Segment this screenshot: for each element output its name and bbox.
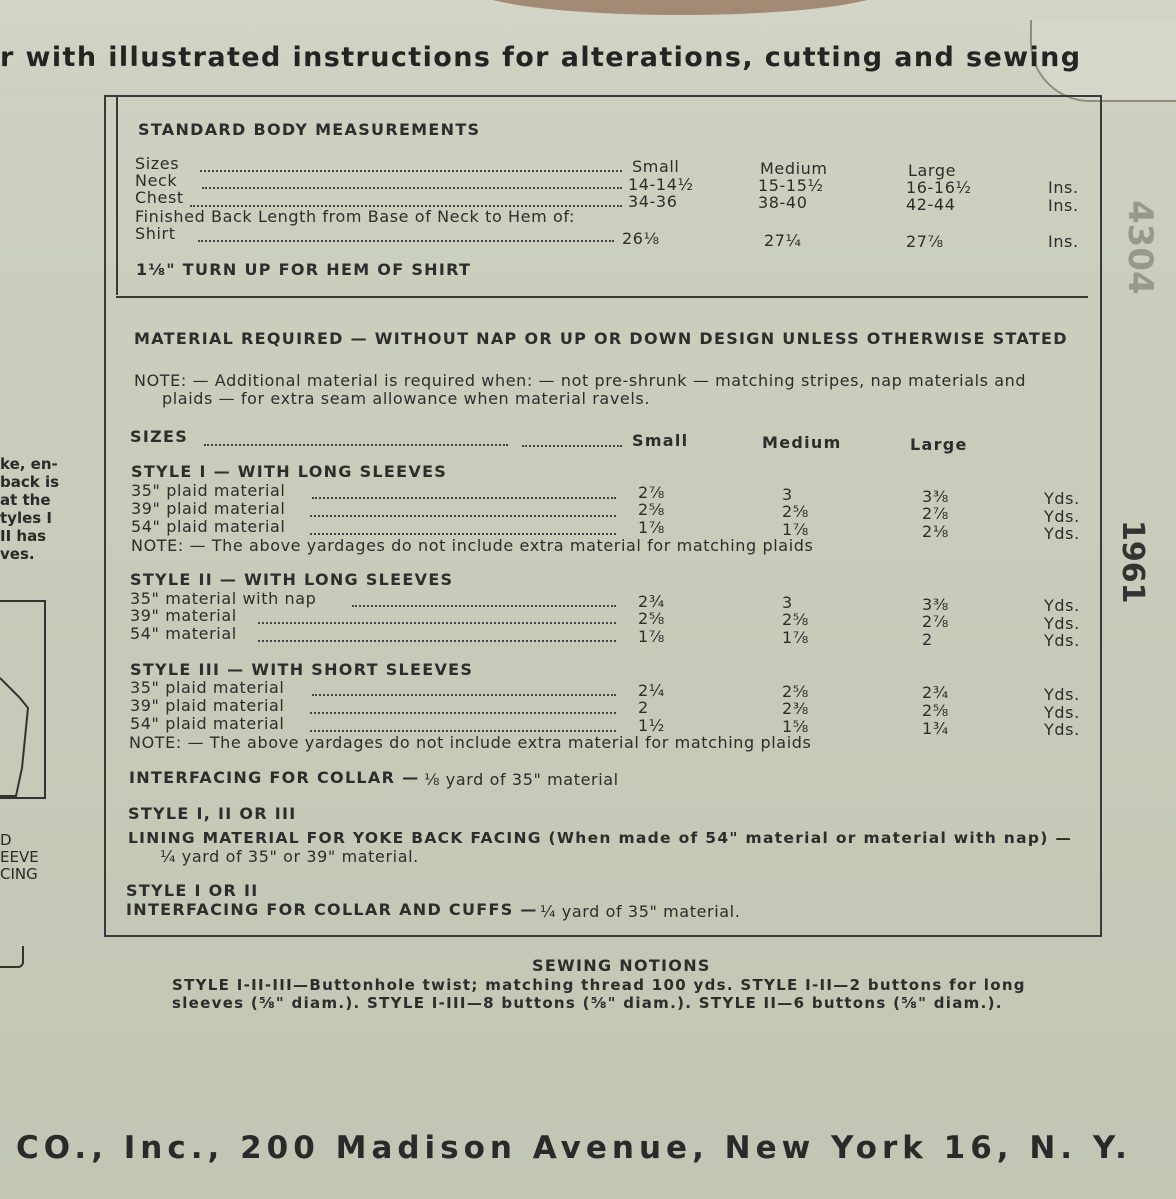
side-stamp: 4304 [1120, 200, 1160, 295]
leader-dots [312, 694, 616, 696]
unit: Yds. [1044, 524, 1080, 543]
left-line: at the [0, 491, 51, 509]
note-line: plaids — for extra seam allowance when material ravels. [162, 389, 650, 408]
value: 15-15½ [758, 176, 824, 195]
interfacing-cuffs-value: ¼ yard of 35" material. [540, 902, 741, 921]
col-medium: Medium [760, 159, 828, 178]
unit: Yds. [1044, 507, 1080, 526]
leader-dots [310, 515, 616, 517]
value: 27⅞ [906, 232, 944, 251]
note-line: NOTE: — The above yardages do not include extra material for matching plaids [129, 733, 812, 752]
col-medium: Medium [762, 433, 842, 452]
left-line: ke, en- [0, 455, 58, 473]
sizes-label: SIZES [130, 427, 189, 446]
unit: Yds. [1044, 596, 1080, 615]
value: 38-40 [758, 193, 808, 212]
leader-dots [352, 605, 616, 607]
value: 2⅝ [782, 610, 809, 629]
unit: Ins. [1048, 232, 1079, 251]
unit: Yds. [1044, 614, 1080, 633]
row-label: Finished Back Length from Base of Neck to Hem of: [135, 207, 576, 226]
box-inner-left-rule [116, 95, 118, 295]
style-title: STYLE I — WITH LONG SLEEVES [131, 462, 448, 481]
row-label: 39" material [130, 606, 237, 625]
row-label: Shirt [135, 224, 176, 243]
leader-dots [258, 640, 616, 642]
value: 1⅞ [782, 628, 809, 647]
left-fragment-labels [0, 832, 39, 883]
value: 1⅝ [782, 717, 809, 736]
notions-line: sleeves (⅝" diam.). STYLE I-III—8 buttons (⅝" diam.). STYLE II—6 buttons (⅝" diam.). [172, 994, 1003, 1012]
page-footer: CO., Inc., 200 Madison Avenue, New York 16, N. Y. [16, 1130, 1132, 1166]
interfacing-cuffs-label: INTERFACING FOR COLLAR AND CUFFS — [126, 900, 538, 919]
row-label: 54" plaid material [131, 517, 286, 536]
side-year: 1961 [1115, 520, 1150, 604]
page-header: r with illustrated instructions for alterations, cutting and sewing [0, 42, 1082, 73]
left-line: ves. [0, 545, 35, 563]
note-line: NOTE: — Additional material is required when: — not pre-shrunk — matching stripes, nap materials and [134, 371, 1027, 390]
col-large: Large [908, 161, 957, 180]
leader-dots [204, 444, 508, 446]
leader-dots [258, 622, 616, 624]
value: 2⅞ [922, 504, 949, 523]
row-label: 35" plaid material [130, 678, 285, 697]
value: 3 [782, 593, 793, 612]
left-fragment-text [0, 455, 59, 563]
leader-dots [310, 730, 616, 732]
row-label: 54" material [130, 624, 237, 643]
value: 34-36 [628, 192, 678, 211]
col-small: Small [632, 157, 680, 176]
col-large: Large [910, 435, 968, 454]
value: 2⅜ [782, 699, 809, 718]
section-title: MATERIAL REQUIRED — WITHOUT NAP OR UP OR DOWN DESIGN UNLESS OTHERWISE STATED [134, 329, 1068, 348]
leader-dots [310, 533, 616, 535]
cuff-drawing-fragment [0, 946, 24, 968]
value: 1⅞ [638, 627, 665, 646]
leader-dots [202, 187, 622, 189]
value: 3⅜ [922, 595, 949, 614]
row-label: 39" plaid material [130, 696, 285, 715]
value: 2⅝ [922, 701, 949, 720]
unit: Yds. [1044, 685, 1080, 704]
value: 2¾ [922, 683, 949, 702]
value: 2¼ [638, 681, 665, 700]
row-label: 54" plaid material [130, 714, 285, 733]
value: 1¾ [922, 719, 949, 738]
value: 42-44 [906, 195, 956, 214]
left-line: II has [0, 527, 47, 545]
note-line: NOTE: — The above yardages do not include extra material for matching plaids [131, 536, 814, 555]
section-divider [116, 296, 1088, 298]
unit: Yds. [1044, 720, 1080, 739]
style-title: STYLE II — WITH LONG SLEEVES [130, 570, 454, 589]
interfacing-collar-label: INTERFACING FOR COLLAR — [129, 768, 420, 787]
value: 3⅜ [922, 487, 949, 506]
col-small: Small [632, 431, 689, 450]
value: 2⅝ [638, 500, 665, 519]
lining-label: LINING MATERIAL FOR YOKE BACK FACING (When made of 54" material or material with nap) — [128, 829, 1073, 847]
leader-dots [312, 497, 616, 499]
value: 2⅝ [638, 609, 665, 628]
value: 2⅝ [782, 502, 809, 521]
row-label: 35" plaid material [131, 481, 286, 500]
value: 2 [922, 630, 933, 649]
left-line: tyles I [0, 509, 52, 527]
value: 1⅞ [782, 520, 809, 539]
leader-dots [522, 445, 622, 447]
hem-note: 1⅛" TURN UP FOR HEM OF SHIRT [136, 260, 472, 279]
left-label: D [0, 831, 12, 849]
unit: Yds. [1044, 703, 1080, 722]
lining-value: ¼ yard of 35" or 39" material. [160, 847, 419, 866]
unit: Yds. [1044, 489, 1080, 508]
value: 1⅞ [638, 518, 665, 537]
row-label: Neck [135, 171, 178, 190]
style-title: STYLE I OR II [126, 881, 259, 900]
left-line: back is [0, 473, 60, 491]
unit: Ins. [1048, 178, 1079, 197]
shirt-drawing-fragment [0, 668, 32, 798]
style-title: STYLE I, II OR III [128, 804, 297, 823]
notions-title: SEWING NOTIONS [532, 956, 711, 975]
section-title: STANDARD BODY MEASUREMENTS [138, 120, 481, 139]
row-label: Chest [135, 188, 184, 207]
value: 2¾ [638, 592, 665, 611]
unit: Ins. [1048, 196, 1079, 215]
value: 2⅛ [922, 522, 949, 541]
row-label: 39" plaid material [131, 499, 286, 518]
row-label: Sizes [135, 154, 180, 173]
left-label: EEVE [0, 848, 39, 866]
leader-dots [310, 712, 616, 714]
value: 2⅞ [638, 483, 665, 502]
unit: Yds. [1044, 631, 1080, 650]
value: 1½ [638, 716, 665, 735]
value: 14-14½ [628, 175, 694, 194]
value: 2 [638, 698, 649, 717]
value: 16-16½ [906, 178, 972, 197]
leader-dots [198, 240, 614, 242]
interfacing-collar-value: ⅛ yard of 35" material [424, 770, 619, 789]
style-title: STYLE III — WITH SHORT SLEEVES [130, 660, 474, 679]
value: 27¼ [764, 231, 802, 250]
leader-dots [200, 170, 622, 172]
value: 3 [782, 485, 793, 504]
value: 2⅝ [782, 682, 809, 701]
notions-line: STYLE I-II-III—Buttonhole twist; matching thread 100 yds. STYLE I-II—2 buttons for long [172, 976, 1026, 994]
value: 26⅛ [622, 229, 660, 248]
value: 2⅞ [922, 612, 949, 631]
left-label: CING [0, 865, 38, 883]
row-label: 35" material with nap [130, 589, 317, 608]
